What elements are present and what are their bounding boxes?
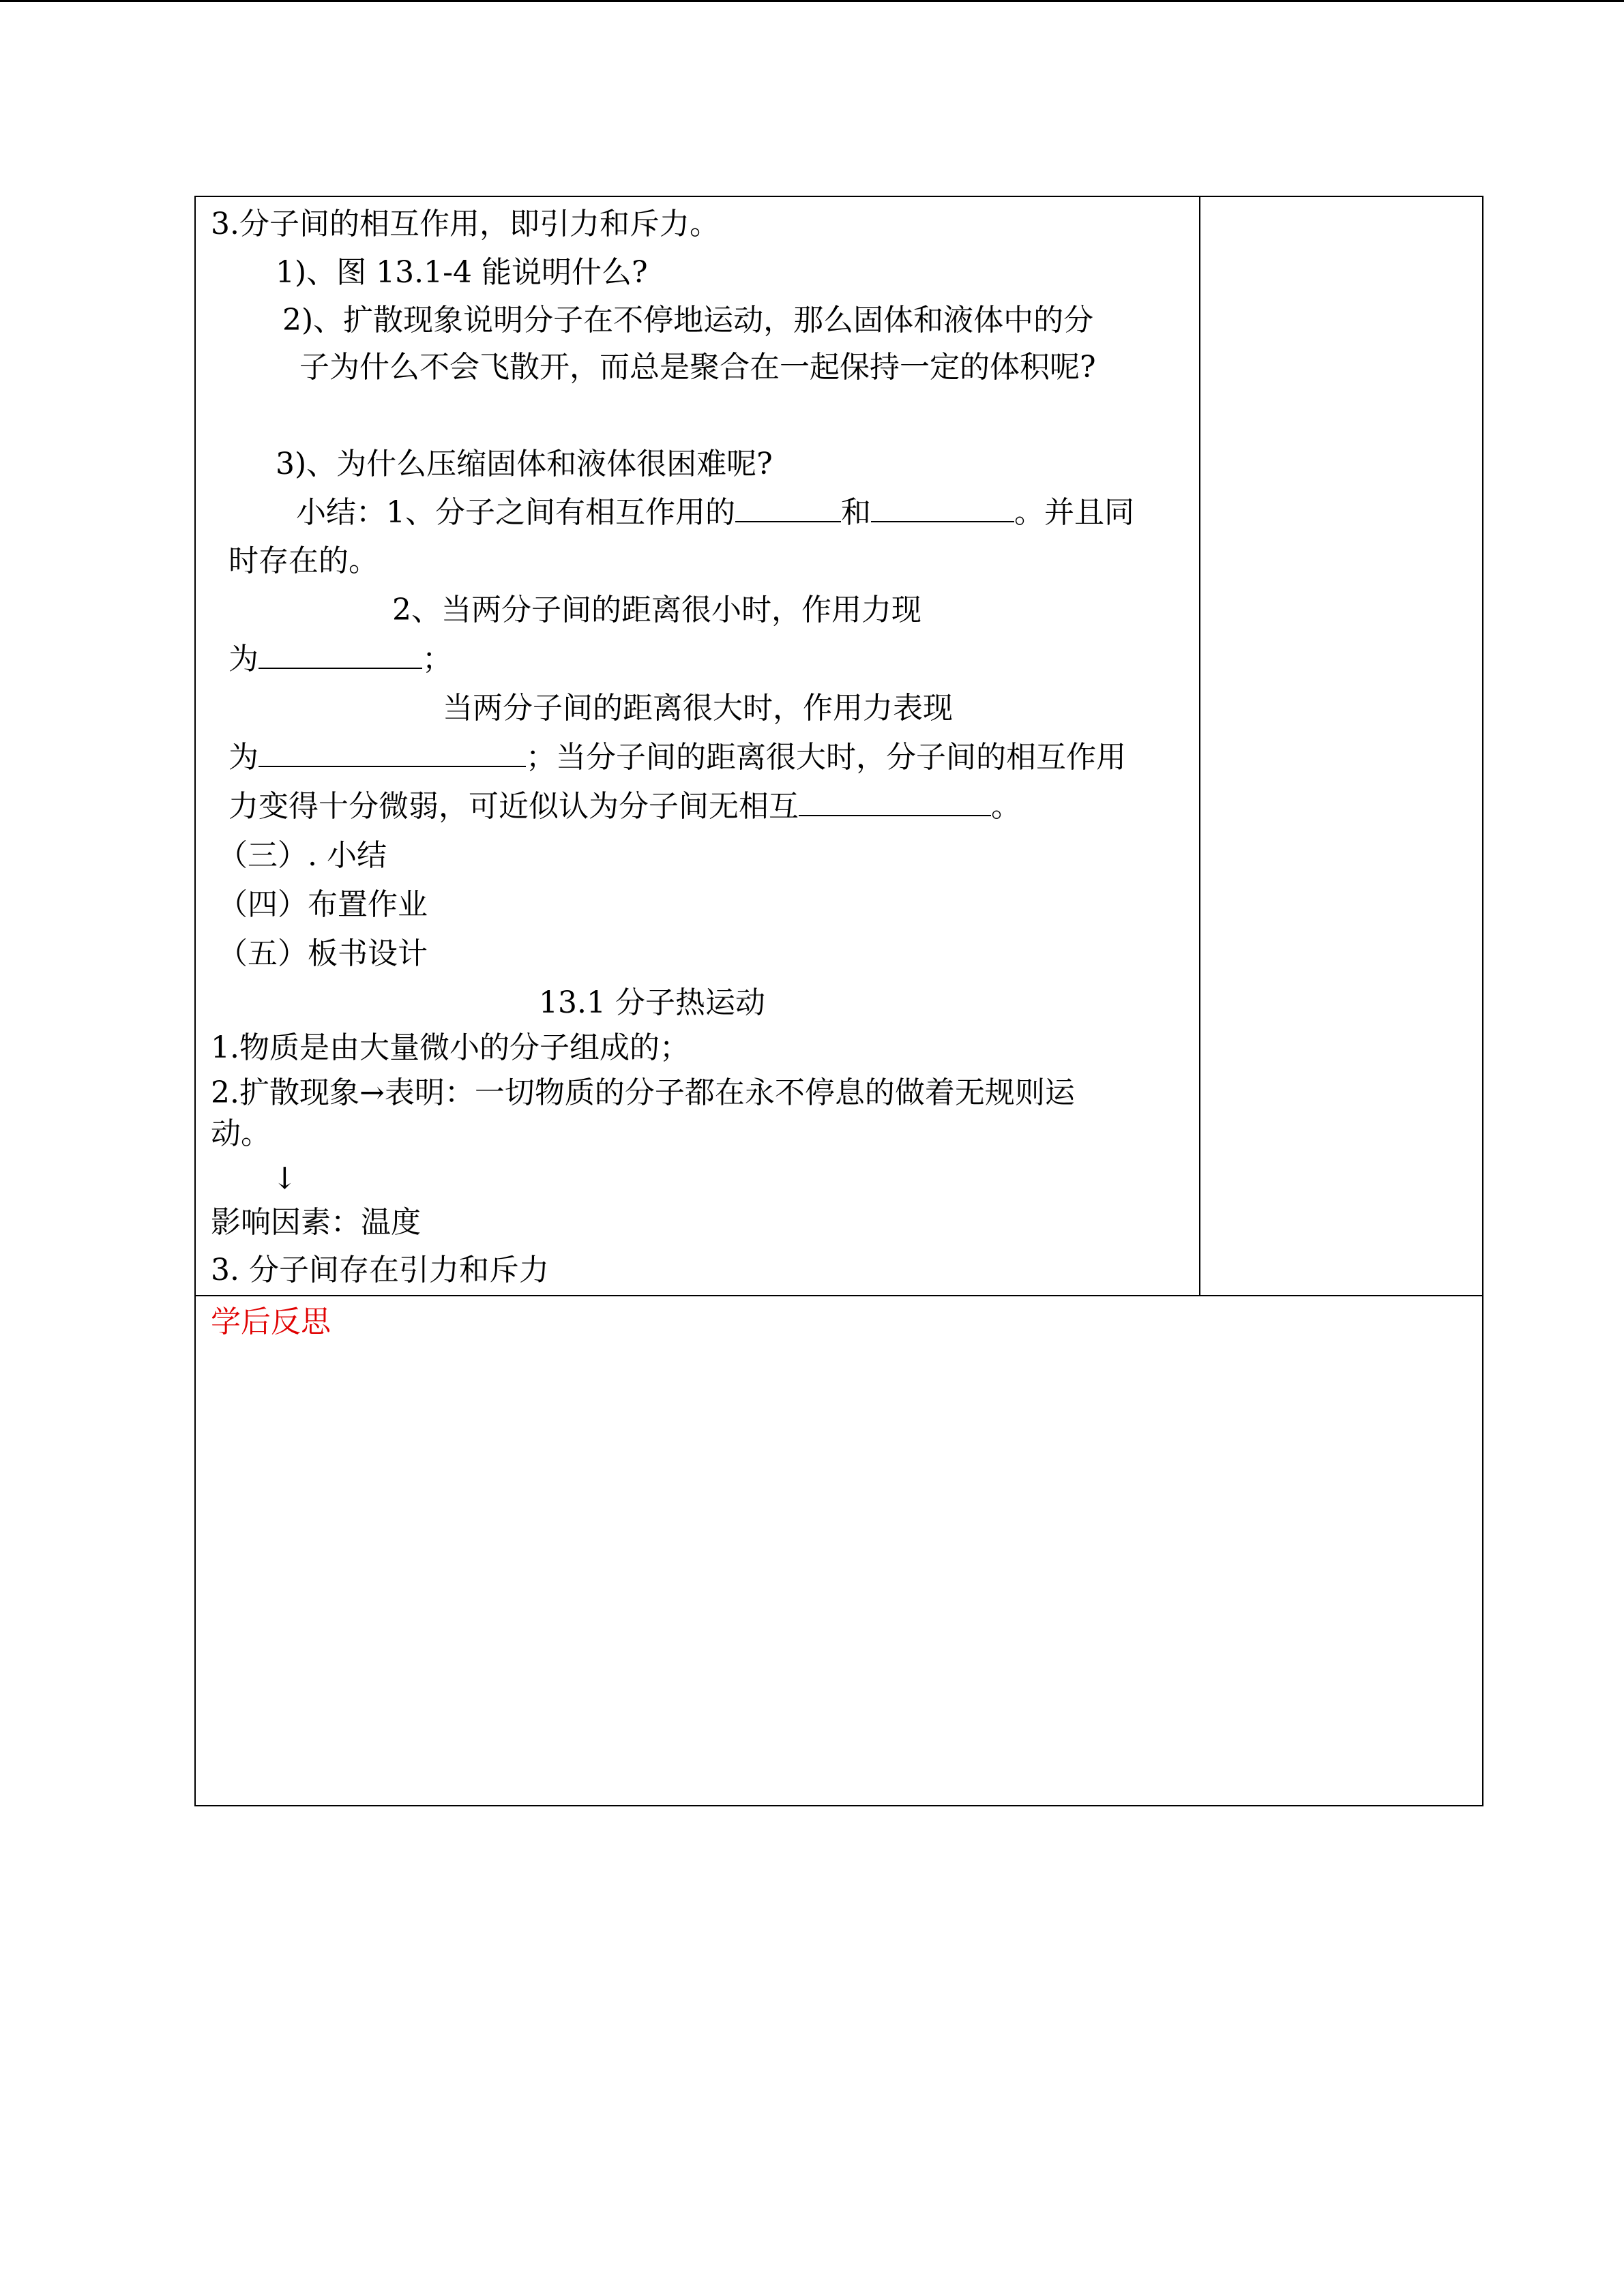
board-point-2-line-1: 2.扩散现象→表明：一切物质的分子都在永不停息的做着无规则运 [211, 1075, 1075, 1110]
summary-line-7-suffix: 。 [991, 789, 1021, 824]
reflection-label: 学后反思 [211, 1304, 331, 1339]
board-point-1: 1.物质是由大量微小的分子组成的； [211, 1030, 690, 1065]
board-factor: 影响因素：温度 [211, 1205, 421, 1240]
answer-blank-small-distance [259, 640, 422, 669]
summary-line-4-prefix: 为 [228, 642, 259, 676]
answer-blank-repulsion [871, 494, 1014, 522]
answer-blank-no-interaction [799, 788, 991, 816]
question-3: 3)、为什么压缩固体和液体很困难呢? [276, 447, 773, 481]
question-2-line-1: 2)、扩散现象说明分子在不停地运动，那么固体和液体中的分 [282, 303, 1094, 338]
down-arrow-icon: ↓ [272, 1161, 297, 1196]
summary-text-a: 小结：1、分子之间有相互作用的 [296, 495, 735, 530]
summary-line-6 [228, 739, 1126, 777]
question-2-line-2: 子为什么不会飞散开，而总是聚合在一起保持一定的体积呢? [299, 350, 1096, 385]
summary-line-6-suffix: ；当分子间的距离很大时，分子间的相互作用 [526, 740, 1126, 775]
step-summary: （三）. 小结 [218, 838, 387, 873]
board-point-3: 3. 分子间存在引力和斥力 [211, 1253, 549, 1287]
summary-text-c: 。并且同 [1014, 495, 1134, 530]
summary-line-2: 时存在的。 [228, 543, 379, 578]
summary-line-7-text: 力变得十分微弱，可近似认为分子间无相互 [228, 789, 799, 824]
answer-blank-attraction [735, 494, 841, 522]
answer-blank-large-distance [259, 739, 526, 767]
summary-line-5: 当两分子间的距离很大时，作用力表现 [443, 691, 953, 726]
summary-text-b: 和 [841, 495, 871, 530]
summary-line-4 [228, 640, 452, 679]
step-homework: （四）布置作业 [218, 887, 428, 922]
summary-line-1 [296, 494, 1134, 532]
lesson-table [194, 196, 1483, 1806]
summary-line-3: 2、当两分子间的距离很小时，作用力现 [392, 593, 921, 627]
summary-line-7 [228, 788, 1021, 826]
section-heading: 3.分子间的相互作用，即引力和斥力。 [211, 207, 720, 241]
summary-line-4-suffix: ； [422, 642, 452, 676]
question-1: 1)、图 13.1-4 能说明什么? [276, 255, 648, 290]
summary-line-6-prefix: 为 [228, 740, 259, 775]
board-point-2-line-2: 动。 [211, 1116, 271, 1151]
notes-column-cell [1200, 197, 1482, 1296]
reflection-cell [196, 1296, 1482, 1805]
top-border-line [0, 0, 1624, 2]
lesson-content-cell [196, 197, 1200, 1296]
step-board-design: （五）板书设计 [218, 936, 428, 971]
board-title: 13.1 分子热运动 [539, 985, 765, 1020]
